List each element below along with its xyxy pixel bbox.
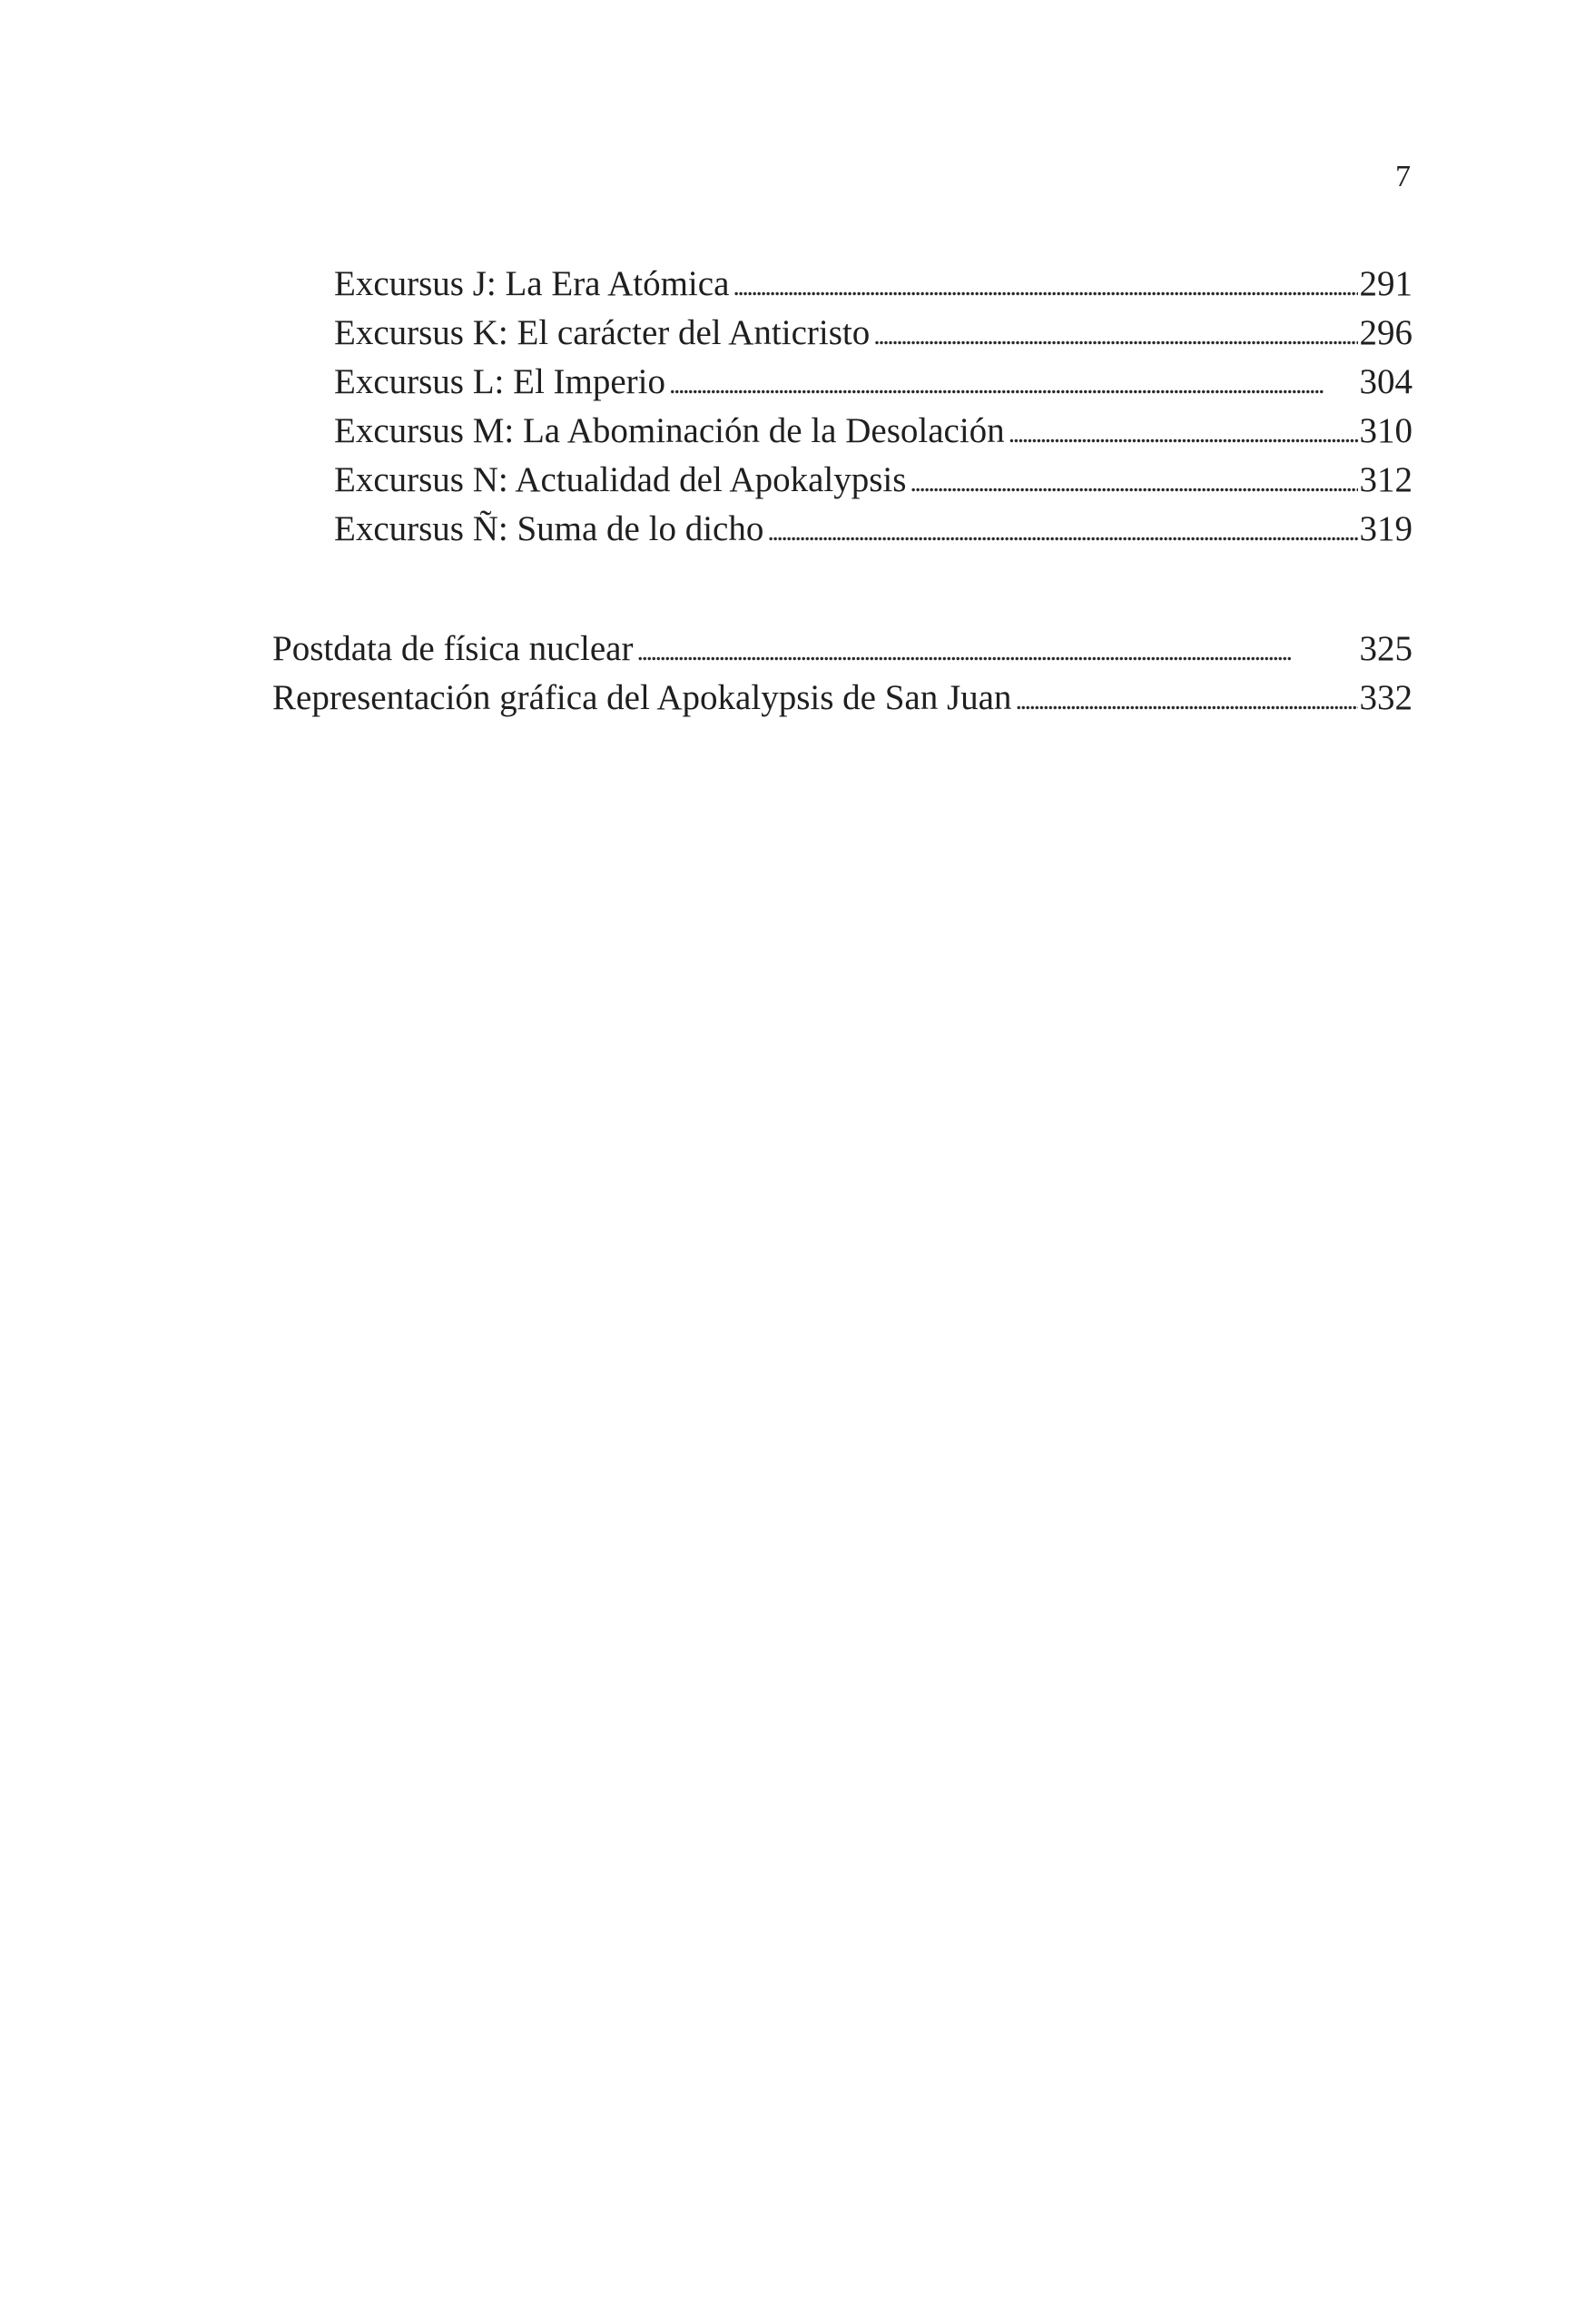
toc-entry-title: Postdata de física nuclear: [272, 629, 634, 668]
toc-entry-page: 312: [1359, 460, 1413, 499]
page-number: 7: [1395, 160, 1411, 193]
toc-entry-page: 332: [1359, 678, 1413, 717]
toc-dot-leader: [733, 262, 1357, 309]
toc-dot-leader: [669, 360, 1358, 407]
toc-main-list: [272, 625, 1413, 723]
toc-entry[interactable]: [272, 625, 1413, 674]
toc-entry[interactable]: [272, 674, 1413, 723]
toc-entry-title: Representación gráfica del Apokalypsis de San Juan: [272, 678, 1012, 717]
toc-entry-title: Excursus J: La Era Atómica: [334, 264, 730, 303]
toc-entry[interactable]: [334, 358, 1413, 407]
toc-sub-list: [334, 260, 1413, 554]
toc-dot-leader: [1015, 676, 1357, 723]
toc-entry[interactable]: [334, 505, 1413, 554]
toc-entry-title: Excursus Ñ: Suma de lo dicho: [334, 509, 764, 548]
toc-dot-leader: [873, 311, 1357, 358]
toc-entry-page: 296: [1359, 313, 1413, 352]
toc-dot-leader: [1009, 409, 1358, 456]
toc-dot-leader: [767, 507, 1357, 554]
toc-entry-title: Excursus M: La Abominación de la Desolación: [334, 411, 1005, 450]
toc-entry[interactable]: [334, 407, 1413, 456]
toc-entry[interactable]: [334, 260, 1413, 309]
toc-entry[interactable]: [334, 456, 1413, 505]
toc-entry-title: Excursus K: El carácter del Anticristo: [334, 313, 871, 352]
toc-entry-title: Excursus N: Actualidad del Apokalypsis: [334, 460, 907, 499]
toc-dot-leader: [910, 458, 1357, 505]
toc-entry-page: 319: [1359, 509, 1413, 548]
toc-dot-leader: [636, 627, 1357, 674]
toc-entry-page: 291: [1359, 264, 1413, 303]
toc-entry-title: Excursus L: El Imperio: [334, 362, 665, 401]
toc-entry-page: 304: [1359, 362, 1413, 401]
toc-entry-page: 310: [1359, 411, 1413, 450]
toc-entry-page: 325: [1359, 629, 1413, 668]
toc-entry[interactable]: [334, 309, 1413, 358]
